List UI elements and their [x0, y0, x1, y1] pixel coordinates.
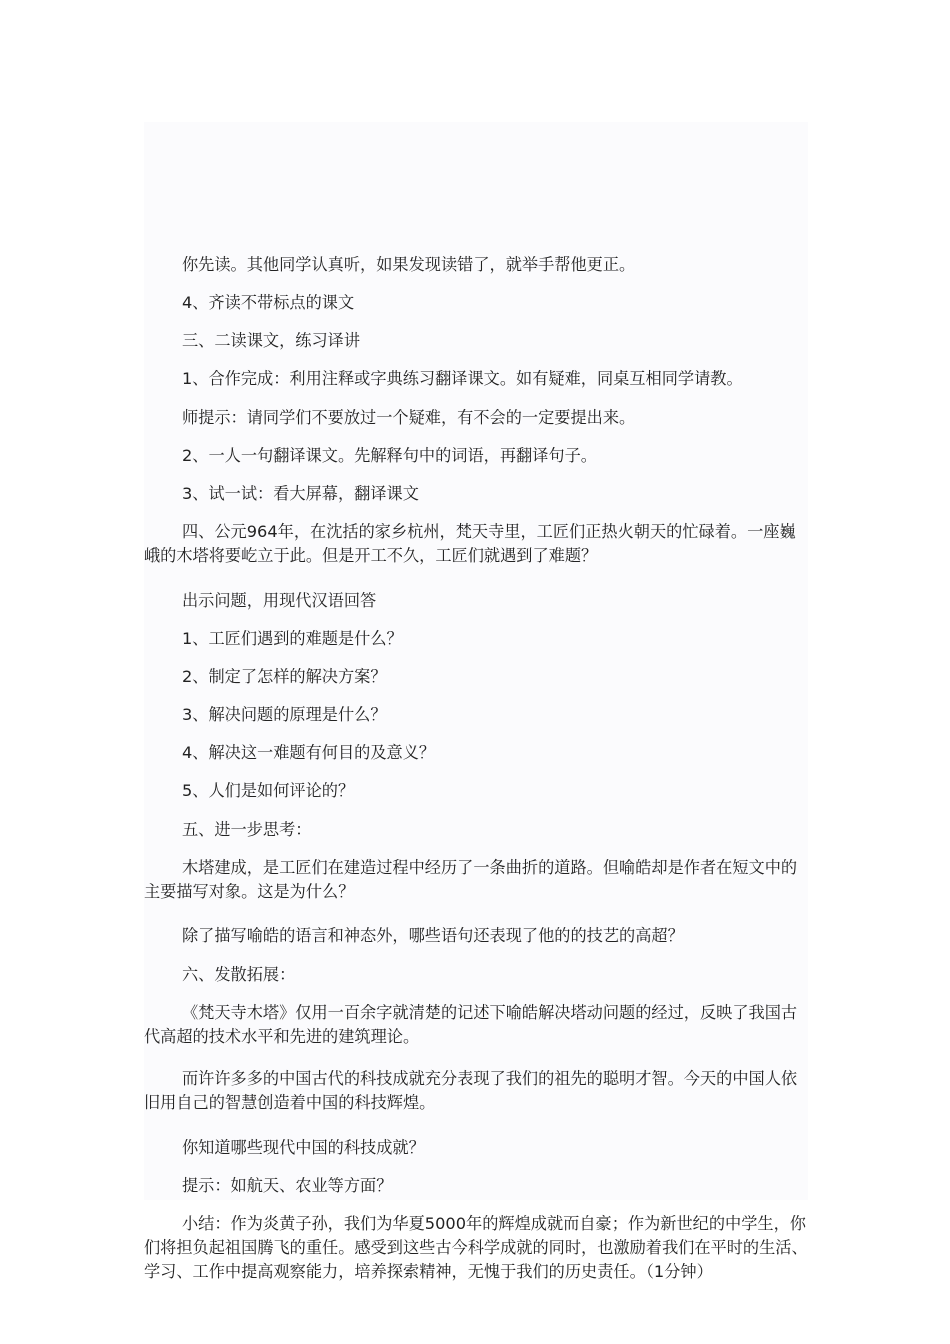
paragraph-7: 3、试一试：看大屏幕，翻译课文	[182, 484, 419, 503]
question-2: 2、制定了怎样的解决方案？	[182, 667, 387, 686]
paragraph-5: 师提示：请同学们不要放过一个疑难，有不会的一定要提出来。	[182, 408, 636, 427]
paragraph-9: 出示问题，用现代汉语回答	[182, 591, 377, 610]
paragraph-think-1: 木塔建成，是工匠们在建造过程中经历了一条曲折的道路。但喻皓却是作者在短文中的主要描写对象。这是为什么？	[144, 858, 798, 901]
paragraph-summary: 小结：作为炎黄子孙，我们为华夏5000年的辉煌成就而自豪；作为新世纪的中学生，你们将担负起祖国腾飞的重任。感受到这些古今科学成就的同时，也激励着我们在平时的生活、学习、工作中提高观察能力，培养探索精神，无愧于我们的历史责任。（1分钟）	[144, 1214, 808, 1281]
question-4: 4、解决这一难题有何目的及意义？	[182, 743, 436, 762]
question-1: 1、工匠们遇到的难题是什么？	[182, 629, 403, 648]
section-heading-6: 六、发散拓展：	[182, 965, 296, 984]
paragraph-4: 1、合作完成：利用注释或字典练习翻译课文。如有疑难，同桌互相同学请教。	[182, 369, 743, 388]
paragraph-1: 你先读。其他同学认真听，如果发现读错了，就举手帮他更正。	[182, 255, 636, 274]
paragraph-extend-1: 《梵天寺木塔》仅用一百余字就清楚的记述下喻皓解决塔动问题的经过，反映了我国古代高超的技术水平和先进的建筑理论。	[144, 1003, 798, 1046]
paragraph-extend-2: 而许许多多的中国古代的科技成就充分表现了我们的祖先的聪明才智。今天的中国人依旧用自己的智慧创造着中国的科技辉煌。	[144, 1069, 798, 1112]
document-body	[144, 122, 808, 1281]
paragraph-8: 四、公元964年，在沈括的家乡杭州，梵天寺里，工匠们正热火朝天的忙碌着。一座巍峨的木塔将要屹立于此。但是开工不久，工匠们就遇到了难题？	[144, 522, 796, 565]
paragraph-extend-3: 你知道哪些现代中国的科技成就？	[182, 1138, 425, 1157]
paragraph-think-2: 除了描写喻皓的语言和神态外，哪些语句还表现了他的的技艺的高超？	[182, 926, 684, 945]
paragraph-hint: 提示：如航天、农业等方面？	[182, 1176, 393, 1195]
section-heading-5: 五、进一步思考：	[182, 820, 312, 839]
question-5: 5、人们是如何评论的？	[182, 781, 355, 800]
paragraph-2: 4、齐读不带标点的课文	[182, 293, 355, 312]
paragraph-6: 2、一人一句翻译课文。先解释句中的词语，再翻译句子。	[182, 446, 597, 465]
question-3: 3、解决问题的原理是什么？	[182, 705, 387, 724]
paragraph-3: 三、二读课文，练习译讲	[182, 331, 361, 350]
